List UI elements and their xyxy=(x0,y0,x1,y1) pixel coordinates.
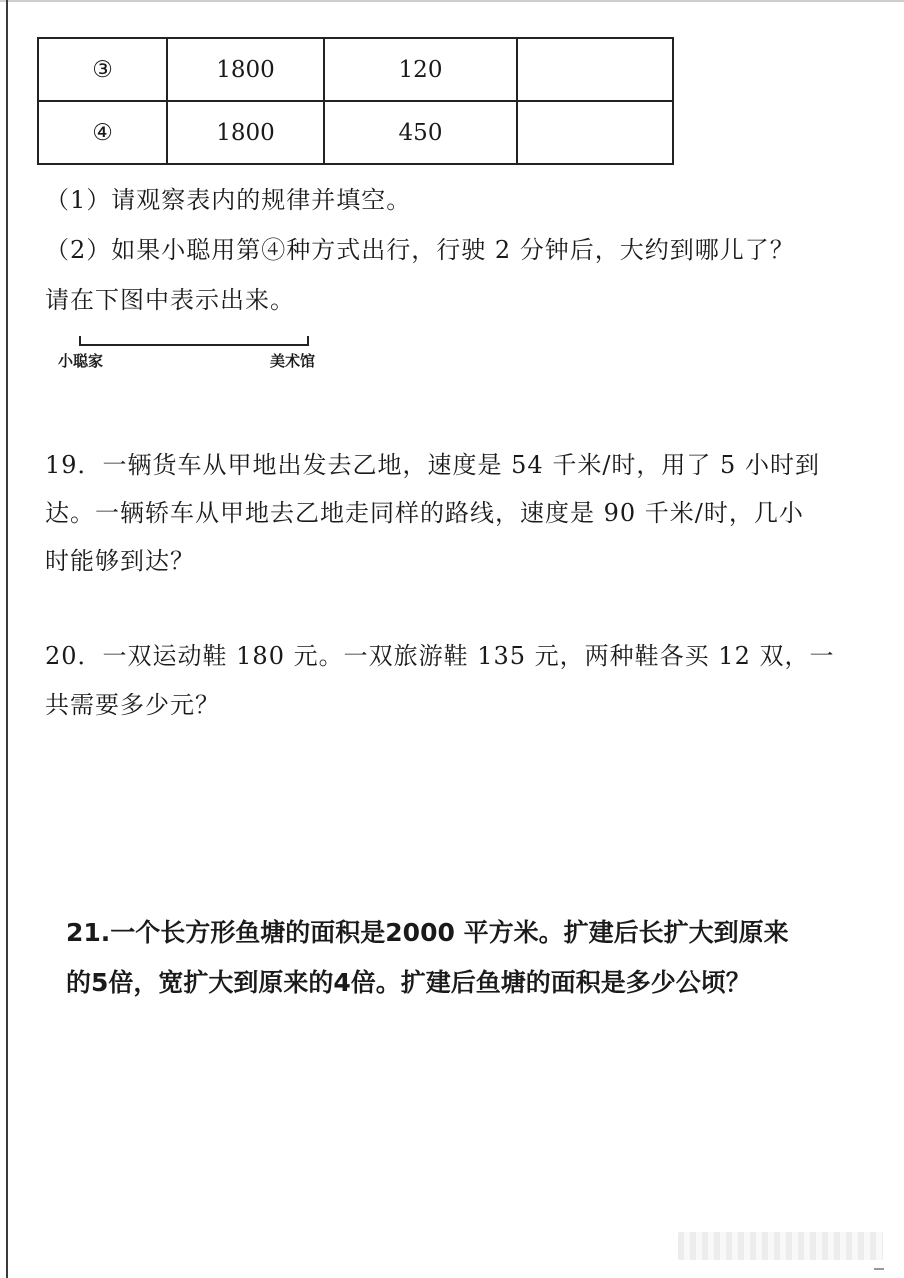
q18-part2-line1: （2）如果小聪用第④种方式出行，行驶 2 分钟后，大约到哪儿了？ xyxy=(45,236,795,264)
table-cell-method: ④ xyxy=(38,101,167,164)
table-cell-speed: 450 xyxy=(324,101,517,164)
q20-line2: 共需要多少元？ xyxy=(45,691,220,719)
end-label-museum: 美术馆 xyxy=(270,352,316,370)
page-left-border xyxy=(6,0,8,1278)
table-row xyxy=(38,38,673,101)
q20-line1: 20．一双运动鞋 180 元。一双旅游鞋 135 元，两种鞋各买 12 双，一 xyxy=(45,642,835,670)
travel-method-table xyxy=(37,37,674,165)
q18-part1: （1）请观察表内的规律并填空。 xyxy=(45,186,412,214)
table-cell-distance: 1800 xyxy=(167,101,324,164)
q21-line2: 的5倍，宽扩大到原来的4倍。扩建后鱼塘的面积是多少公顷？ xyxy=(66,968,751,997)
table-cell-distance: 1800 xyxy=(167,38,324,101)
route-line-diagram[interactable] xyxy=(79,336,309,346)
table-cell-speed: 120 xyxy=(324,38,517,101)
watermark-image xyxy=(678,1232,883,1260)
table-cell-time-blank[interactable] xyxy=(517,38,673,101)
q19-line3: 时能够到达？ xyxy=(45,547,195,575)
q21-line1: 21.一个长方形鱼塘的面积是2000 平方米。扩建后长扩大到原来 xyxy=(66,918,789,947)
table-cell-time-blank[interactable] xyxy=(517,101,673,164)
q18-part2-line2: 请在下图中表示出来。 xyxy=(45,286,295,314)
table-cell-method: ③ xyxy=(38,38,167,101)
table-row xyxy=(38,101,673,164)
page-top-border xyxy=(0,0,904,2)
q19-line1: 19．一辆货车从甲地出发去乙地，速度是 54 千米/时，用了 5 小时到 xyxy=(45,451,820,479)
corner-mark-icon xyxy=(874,1262,884,1270)
q19-line2: 达。一辆轿车从甲地去乙地走同样的路线，速度是 90 千米/时，几小 xyxy=(45,499,804,527)
start-label-home: 小聪家 xyxy=(58,352,104,370)
